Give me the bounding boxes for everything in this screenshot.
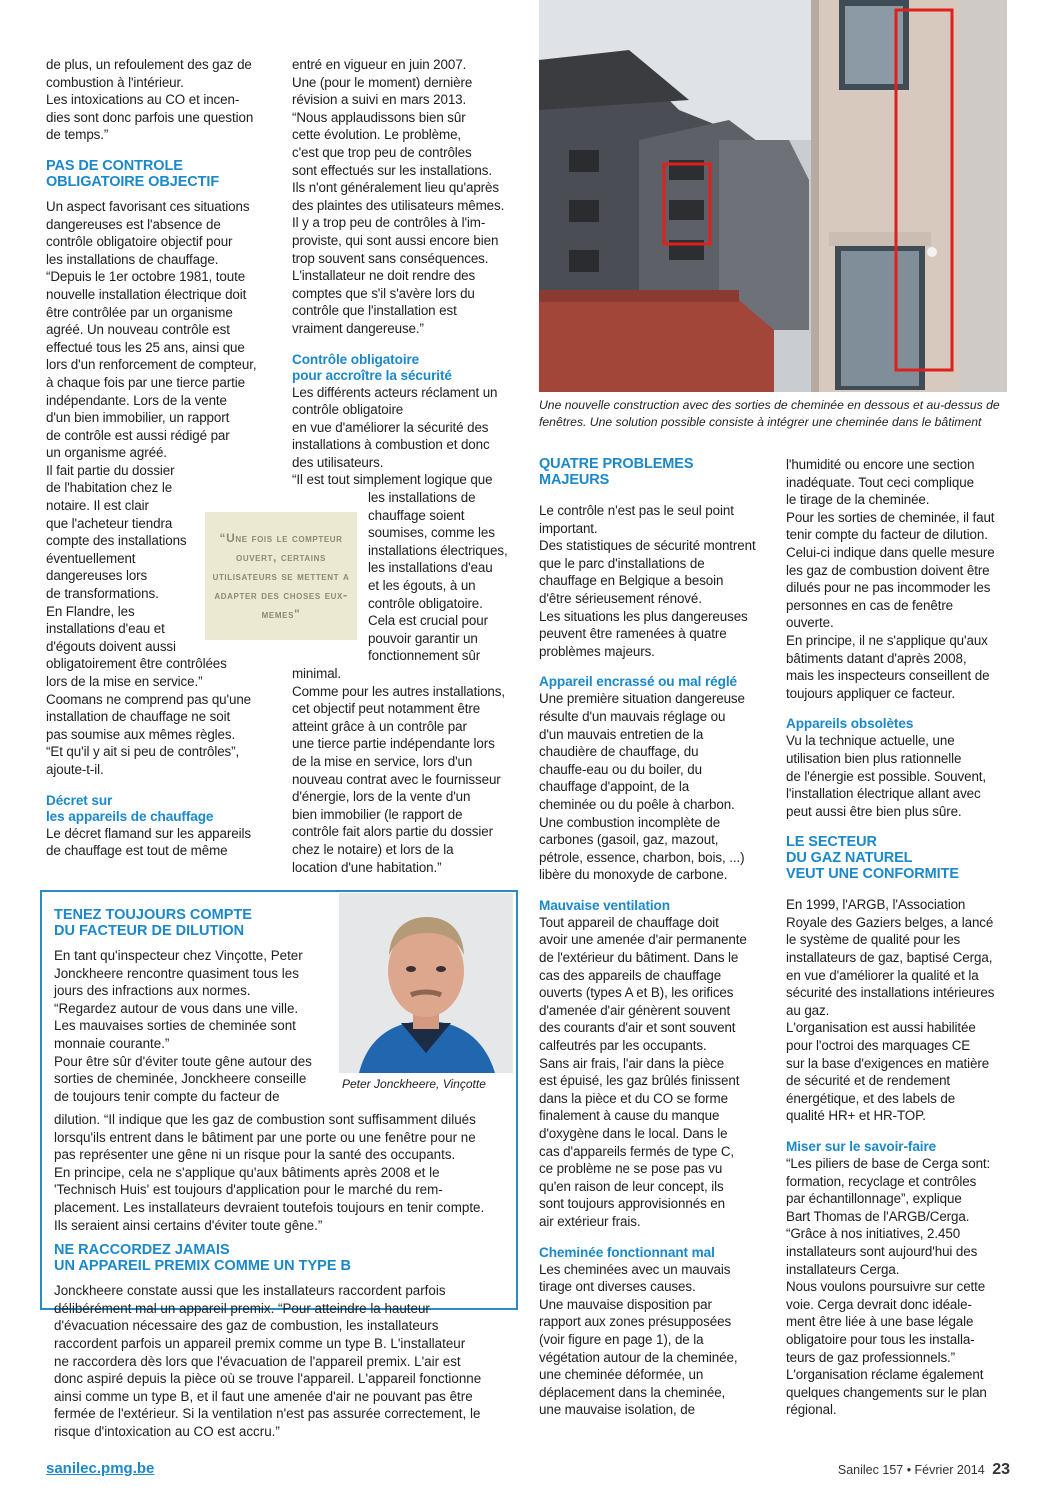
box-heading-2: NE RACCORDEZ JAMAIS UN APPAREIL PREMIX COMME UN TYPE B [54,1242,352,1275]
col2-paragraph-2: Les différents acteurs réclament un contrôle obligatoire en vue d'améliorer la sécurité des installations à combustion et donc des utilisateurs. “Il est tout simplement logique que [292,384,498,488]
col4-paragraph-2: Vu la technique actuelle, une utilisation bien plus rationnelle de l'énergie est possible. Souvent, l'installation électrique allant avec peut aussi être bien plus sûre. [786,733,987,819]
col1-paragraph-2: Un aspect favorisant ces situations dangereuses est l'absence de contrôle obligatoire objectif pour les installations de chauffage. “Depuis le 1er octobre 1981, toute nouvelle installation électrique doit être contrôlée par un organisme agréé. Un nouveau contrôle est effectué tous les 25 ans, ainsi que lors d'un renforcement de compteur, à chaque fois par une tierce partie indépendante. Lors de la vente d'un bien immobilier, un rapport de contrôle est aussi rédigé par un organisme agréé. Il fait partie du dossier de l'habitation chez le notaire. Il est clair que l'acheteur tiendra compte des installations éventuellement dangereuses lors de transformations. En Flandre, les installations d'eau et d'égouts doivent aussi obligatoirement être contrôlées lors de la mise en service.” Coomans ne comprend pas qu'une installation de chauffage ne soit pas soumise aux mêmes règles. “Et qu'il y ait si peu de contrôles”, ajoute-t-il. [46,198,257,777]
footer-website-link[interactable]: sanilec.pmg.be [46,1460,155,1477]
box-paragraph-1a: En tant qu'inspecteur chez Vinçotte, Peter Jonckheere rencontre quasiment tous les jours des infractions aux normes. “Regardez autour de vous dans une ville. Les mauvaises sorties de cheminée sont monnaie courante.” Pour être sûr d'éviter toute gêne autour des sorties de cheminée, Jonckheere conseille de toujours tenir compte du facteur de [54,948,312,1104]
col4-paragraph-3: En 1999, l'ARGB, l'Association Royale des Gaziers belges, a lancé le système de qualité pour les installateurs de gaz, baptisé Cerga, en vue d'améliorer la qualité et la sécurité des installations intérieures au gaz. L'organisation est aussi habilitée pour l'octroi des marquages CE sur la base d'exigences en matière de sécurité et de rendement énergétique, et des labels de qualité HR+ et HR-TOP. [786,897,995,1124]
col4-heading-1: Appareils obsolètes [786,716,914,732]
col3-heading-2: Appareil encrassé ou mal réglé [539,674,737,690]
page-number: 23 [992,1461,1010,1478]
footer-issue: Sanilec 157 • Février 2014 [837,1463,985,1477]
portrait-caption: Peter Jonckheere, Vinçotte [342,1077,486,1091]
pull-quote-text: “Une fois le compteur ouvert, certains utilisateurs se mettent a adapter des choses eux-memes" [212,530,350,621]
col1-paragraph-1: de plus, un refoulement des gaz de combustion à l'intérieur. Les intoxications au CO et incen- dies sont donc parfois une question de temps.” [46,57,254,143]
column-3 [539,456,771,1419]
col2-paragraph-2b: les installations de chauffage soient soumises, comme les installations électriques, les installations d'eau et les égouts, à un contrôle obligatoire. Cela est crucial pour pouvoir garantir un fonctionnement sûr [368,490,508,664]
col3-paragraph-1: Le contrôle n'est pas le seul point important. Des statistiques de sécurité montrent que le parc d'installations de chauffage en Belgique a besoin d'être sérieusement rénové. Les situations les plus dangereuses peuvent être ramenées à quatre problèmes majeurs. [539,503,756,659]
col3-heading-3: Mauvaise ventilation [539,897,670,913]
col4-paragraph-1: l'humidité ou encore une section inadéquate. Tout ceci complique le tirage de la cheminée. Pour les sorties de cheminée, il faut tenir compte du facteur de dilution. Celui-ci indique dans quelle mesure les gaz de combustion doivent être dilués pour ne pas incommoder les personnes en cas de fenêtre ouverte. En principe, il ne s'applique qu'aux bâtiments datant d'après 2008, mais les inspecteurs conseillent de toujours appliquer ce facteur. [786,457,995,701]
col1-heading-2: Décret sur les appareils de chauffage [46,792,214,824]
col3-heading-1: QUATRE PROBLEMES MAJEURS [539,456,694,488]
col3-paragraph-2: Une première situation dangereuse résulte d'un mauvais réglage ou d'un mauvais entretien de la chaudière de chauffage, du chauffe-eau ou du boiler, du chauffage d'appoint, de la cheminée ou du poêle à charbon. Une combustion incomplète de carbones (gasoil, gaz, mazout, pétrole, essence, charbon, bois, ...) libère du monoxyde de carbone. [539,691,745,883]
building-photo-illustration [539,0,1007,392]
col4-heading-3: Miser sur le savoir-faire [786,1139,937,1154]
column-1 [46,56,276,860]
box-paragraph-2: Jonckheere constate aussi que les installateurs raccordent parfois délibérément mal un appareil premix. “Pour atteindre la hauteur d'évacuation nécessaire des gaz de combustion, les installateurs raccordent parfois un appareil premix comme un type B. L'installateur ne raccordera dès lors que l'évacuation de l'appareil premix. L'air est donc aspiré depuis la pièce où se trouve l'appareil. L'appareil fonctionne ainsi comme un type B, et il faut une amenée d'air ne pouvant pas être fermée de l'extérieur. Si la ventilation n'est pas assurée correctement, le risque d'intoxication au CO est accru.” [54,1283,482,1439]
col1-paragraph-3: Le décret flamand sur les appareils de chauffage est tout de même [46,825,251,859]
col4-paragraph-4: “Les piliers de base de Cerga sont: formation, recyclage et contrôles par échantillonnage”, explique Bart Thomas de l'ARGB/Cerga. “Grâce à nos initiatives, 2.450 installateurs sont aujourd'hui des installateurs Cerga. Nous voulons poursuivre sur cette voie. Cerga devrait donc idéale- ment être liée à une base légale obligatoire pour tous les installa- teurs de gaz professionnels.” L'organisation réclame également quelques changements sur le plan régional. [786,1156,991,1418]
col3-paragraph-3: Tout appareil de chauffage doit avoir une amenée d'air permanente de l'extérieur du bâtiment. Dans le cas des appareils de chauffage ouverts (types A et B), les orifices d'amenée d'air génèrent souvent des courants d'air et sont souvent calfeutrés par les occupants. Sans air frais, l'air dans la pièce est épuisé, les gaz brûlés finissent dans la pièce et du CO se forme finalement à cause du manque d'oxygène dans le local. Dans le cas d'appareils fermés de type C, ce problème ne se pose pas vu qu'en raison de leur concept, ils sont toujours approvisionnés en air extérieur frais. [539,914,747,1229]
column-2 [292,56,524,876]
col3-heading-4: Cheminée fonctionnant mal [539,1244,715,1260]
col3-paragraph-4: Les cheminées avec un mauvais tirage ont diverses causes. Une mauvaise disposition par rapport aux zones présupposées (voir figure en page 1), de la végétation autour de la cheminée, une cheminée déformée, un déplacement dans la cheminée, une mauvaise isolation, de [539,1261,738,1418]
photo-caption: Une nouvelle construction avec des sorties de cheminée en dessous et au-dessus de fenêtres. Une solution possible consiste à intégrer une cheminée dans le bâtiment [539,398,1000,429]
box-body [54,1111,514,1441]
col2-paragraph-3: minimal. Comme pour les autres installations, cet objectif peut notamment être atteint grâce à un contrôle par une tierce partie indépendante lors de la mise en service, lors d'un nouveau contrat avec le fournisseur d'énergie, lors de la vente d'un bien immobilier (le rapport de contrôle fait alors partie du dossier chez le notaire) et lors de la location d'une habitation.” [292,666,505,875]
portrait-photo [339,893,513,1073]
col4-heading-2: LE SECTEUR DU GAZ NATUREL VEUT UNE CONFORMITE [786,834,959,883]
col2-paragraph-1: entré en vigueur en juin 2007. Une (pour le moment) dernière révision a suivi en mars 2013. “Nous applaudissons bien sûr cette évolution. Le problème, c'est que trop peu de contrôles sont effectués sur les installations. Ils n'ont généralement lieu qu'après des plaintes des utilisateurs mêmes. Il y a trop peu de contrôles à l'im- proviste, qui sont aussi encore bien trop souvent sans conséquences. L'installateur ne doit rendre des comptes que s'il s'avère lors du contrôle que l'installation est vraiment dangereuse.” [292,57,505,336]
portrait-illustration [339,893,513,1073]
col2-heading-1: Contrôle obligatoire pour accroître la sécurité [292,351,452,383]
pull-quote [205,512,357,640]
building-photo [539,0,1007,392]
column-4 [786,456,1016,1419]
col1-heading-1: PAS DE CONTROLE OBLIGATOIRE OBJECTIF [46,157,220,190]
box-heading-1: TENEZ TOUJOURS COMPTE DU FACTEUR DE DILUTION [54,907,252,939]
box-intro [54,907,344,1105]
box-paragraph-1b: dilution. “Il indique que les gaz de combustion sont suffisamment dilués lorsqu'ils entrent dans le bâtiment par une porte ou une fenêtre pour ne pas représenter une gêne ni un risque pour la santé des occupants. En principe, cela ne s'applique qu'aux bâtiments après 2008 et le 'Technisch Huis' est toujours d'application pour le marché du rem- placement. Les installateurs devraient toutefois toujours en tenir compte. Ils seraient ainsi certains d'éviter toute gêne.” [54,1112,485,1233]
footer-issue-info [838,1461,1010,1479]
